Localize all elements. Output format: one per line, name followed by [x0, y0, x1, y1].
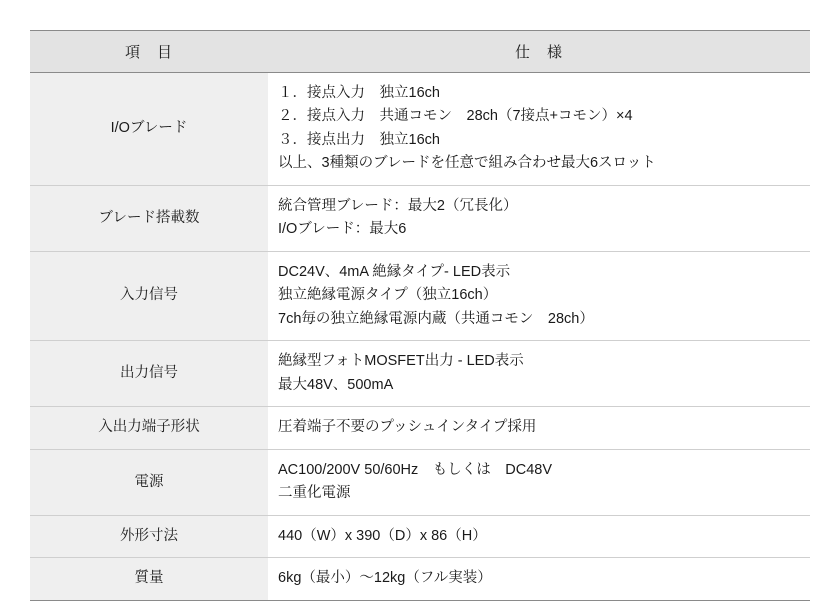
- spec-line: ３．接点出力 独立16ch: [278, 131, 440, 148]
- row-item-label: 外形寸法: [30, 515, 268, 557]
- spec-line: 絶縁型フォトMOSFET出力 - LED表示: [278, 353, 524, 370]
- table-header-row: [30, 31, 810, 73]
- spec-line: 圧着端子不要のプッシュインタイプ採用: [278, 419, 537, 436]
- spec-line: 440（W）x 390（D）x 86（H）: [278, 527, 487, 544]
- row-item-label: 入出力端子形状: [30, 407, 268, 449]
- table-header: [30, 31, 810, 73]
- row-spec-value: [268, 185, 810, 251]
- table-row: [30, 73, 810, 186]
- table-row: [30, 558, 810, 600]
- spec-line: ２．接点入力 共通コモン 28ch（7接点+コモン）×4: [278, 108, 633, 125]
- spec-line: 7ch毎の独立絶縁電源内蔵（共通コモン 28ch）: [278, 310, 594, 327]
- row-spec-value: [268, 251, 810, 340]
- table-row: [30, 515, 810, 557]
- row-item-label: ブレード搭載数: [30, 185, 268, 251]
- specification-table: [30, 30, 810, 601]
- table-body: [30, 73, 810, 601]
- table-row: [30, 341, 810, 407]
- row-item-label: 電源: [30, 449, 268, 515]
- spec-line: 独立絶縁電源タイプ（独立16ch）: [278, 287, 498, 304]
- row-spec-value: [268, 449, 810, 515]
- spec-line: AC100/200V 50/60Hz もしくは DC48V: [278, 461, 553, 478]
- column-header-item: 項 目: [30, 31, 268, 73]
- row-spec-value: [268, 341, 810, 407]
- table-row: [30, 449, 810, 515]
- row-item-label: 質量: [30, 558, 268, 600]
- spec-line: 統合管理ブレード：最大2（冗長化）: [278, 197, 518, 214]
- row-spec-value: [268, 407, 810, 449]
- spec-line: DC24V、4mA 絶縁タイプ- LED表示: [278, 263, 511, 280]
- table-row: [30, 407, 810, 449]
- spec-line: 二重化電源: [278, 485, 351, 502]
- row-item-label: 出力信号: [30, 341, 268, 407]
- row-spec-value: [268, 73, 810, 186]
- table-row: [30, 251, 810, 340]
- row-spec-value: [268, 558, 810, 600]
- spec-line: １．接点入力 独立16ch: [278, 85, 440, 101]
- spec-line: I/Oブレード：最大6: [278, 221, 407, 238]
- column-header-spec: 仕 様: [268, 31, 810, 73]
- spec-line: 以上、3種類のブレードを任意で組み合わせ最大6スロット: [278, 155, 656, 172]
- spec-line: 6kg（最小）～12kg（フル実装）: [278, 570, 492, 587]
- table-row: [30, 185, 810, 251]
- row-spec-value: [268, 515, 810, 557]
- spec-line: 最大48V、500mA: [278, 376, 394, 393]
- row-item-label: I/Oブレード: [30, 73, 268, 186]
- row-item-label: 入力信号: [30, 251, 268, 340]
